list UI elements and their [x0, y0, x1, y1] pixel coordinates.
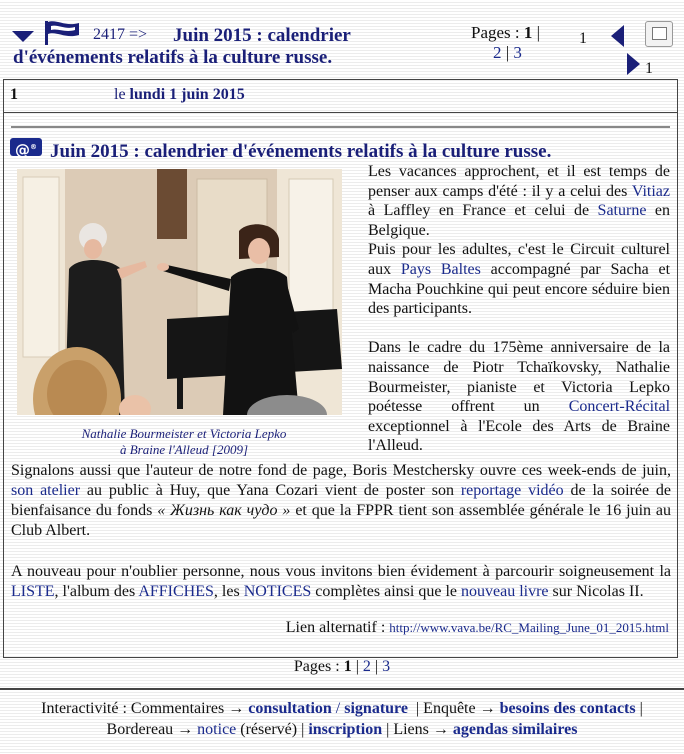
- left-triangle-icon[interactable]: [611, 25, 624, 47]
- article-right-column: [368, 162, 670, 456]
- page-link-3[interactable]: 3: [382, 658, 391, 675]
- paragraph-circuit: Puis pour les adultes, c'est le Circuit culturel aux Pays Baltes accompagné par Sacha et Macha Pouchkine qui peut encore séduire bien des participants.: [368, 241, 671, 318]
- paragraph-camps: Les vacances approchent, et il est temps de penser aux camps d'été : il y a celui des Vitiaz à Laffley en France et celui de Saturne en Belgique.: [368, 163, 670, 239]
- page-link-2[interactable]: 2: [362, 658, 371, 675]
- link-nouveau-livre[interactable]: nouveau livre: [460, 583, 549, 600]
- divider: [4, 112, 677, 113]
- prev-page-number: 1: [579, 30, 587, 47]
- footer-links: Interactivité : Commentaires → consultation / signature | Enquête → besoins des contacts | Bordereau → notice (réservé) | inscription | Liens → agendas similaires: [41, 700, 643, 738]
- paragraph-atelier: Signalons aussi que l'auteur de notre fond de page, Boris Mestchersky ouvre ces week-ends de juin, son atelier au public à Huy, que Yana Cozari vient de poster son reportage vidéo de la soirée de bienfaisance du fonds « Жизнь как чудо » et que la FPPR tient son assemblée générale le 16 juin au Club Albert.: [11, 462, 672, 539]
- pages-nav-top: Pages : 1 | 2 | 3: [471, 23, 541, 62]
- page-link-current[interactable]: 1: [343, 658, 352, 675]
- paragraph-concert: Dans le cadre du 175ème anniversaire de la naissance de Piotr Tchaïkovsky, Nathalie Bourmeister, pianiste et Victoria Lepko poétesse offrent un Concert-Récital exceptionnel à l'Ecole des Arts de Braine l'Alleud.: [368, 339, 671, 455]
- article-frame: [3, 79, 678, 658]
- photo-caption: Nathalie Bourmeister et Victoria Lepko à Braine l'Alleud [2009]: [81, 426, 287, 457]
- alternative-link-row: Lien alternatif : http://www.vava.be/RC_Mailing_June_01_2015.html: [285, 619, 669, 636]
- pages-nav-bottom: Pages : 1 | 2 | 3: [293, 658, 391, 675]
- header-title: Juin 2015 : calendrier d'événements relatifs à la culture russe.: [13, 25, 351, 68]
- print-icon[interactable]: [645, 21, 673, 47]
- link-saturne[interactable]: Saturne: [597, 202, 647, 220]
- paragraph-liste: A nouveau pour n'oublier personne, nous vous invitons bien évidement à parcourir soigneusement la LISTE, l'album des AFFICHES, les NOTICES complètes ainsi que le nouveau livre sur Nicolas II.: [11, 563, 671, 600]
- link-notices[interactable]: NOTICES: [243, 583, 312, 600]
- link-concert-recital[interactable]: Concert-Récital: [568, 398, 671, 416]
- link-pays-baltes[interactable]: Pays Baltes: [400, 260, 481, 278]
- link-affiches[interactable]: AFFICHES: [138, 583, 214, 600]
- link-signature[interactable]: signature: [344, 700, 408, 717]
- right-triangle-icon[interactable]: [627, 53, 640, 75]
- link-reportage-video[interactable]: reportage vidéo: [460, 482, 564, 499]
- link-inscription[interactable]: inscription: [308, 721, 383, 738]
- divider: [11, 126, 670, 128]
- page-header: [3, 7, 678, 79]
- next-page-number: 1: [645, 60, 653, 77]
- page-link-current[interactable]: 1: [523, 23, 533, 42]
- divider: [0, 688, 684, 690]
- article-date: lundi 1 juin 2015: [129, 86, 245, 103]
- link-liste[interactable]: LISTE: [11, 583, 55, 600]
- link-notice[interactable]: notice: [197, 721, 237, 738]
- concert-photo: [17, 169, 342, 415]
- link-vitiaz[interactable]: Vitiaz: [631, 182, 670, 200]
- alternative-link[interactable]: http://www.vava.be/RC_Mailing_June_01_2015.html: [389, 620, 669, 635]
- article-index: 1: [10, 86, 18, 103]
- at-icon[interactable]: @®: [10, 138, 42, 156]
- header-title-block: [13, 25, 433, 69]
- link-agendas-similaires[interactable]: agendas similaires: [452, 721, 578, 738]
- page-link-3[interactable]: 3: [513, 43, 522, 62]
- page-link-2[interactable]: 2: [493, 43, 502, 62]
- link-son-atelier[interactable]: son atelier: [11, 482, 81, 499]
- article-number: 2417 =>: [93, 26, 148, 43]
- article-title: Juin 2015 : calendrier d'événements relatifs à la culture russe.: [50, 141, 552, 162]
- date-row: 1 le lundi 1 juin 2015: [10, 86, 245, 103]
- link-besoins-contacts[interactable]: besoins des contacts: [499, 700, 636, 717]
- link-consultation[interactable]: consultation: [248, 700, 332, 717]
